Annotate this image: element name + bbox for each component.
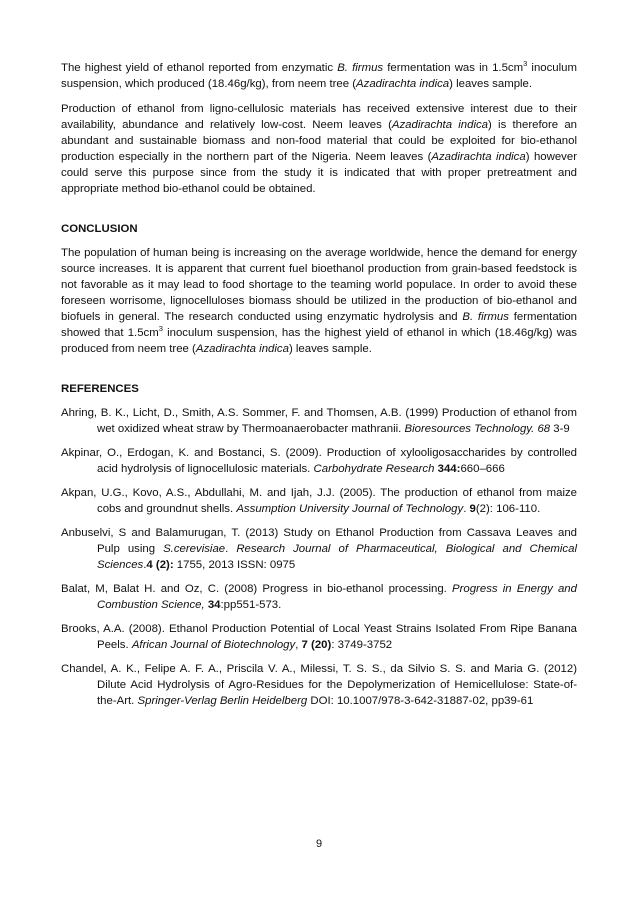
journal-name: Carbohydrate Research <box>313 463 435 475</box>
page-content <box>61 60 577 717</box>
superscript: 3 <box>523 59 528 69</box>
species-name: B. firmus <box>462 311 509 323</box>
volume: 34 <box>207 599 221 611</box>
text-run: Akpinar, O., Erdogan, K. and Bostanci, S. (2009). Production of xylooligosaccharides by controlled acid hydrolysis of lignocellulosic materials. <box>61 447 577 475</box>
publisher-name: Springer-Verlag Berlin Heidelberg <box>137 695 308 707</box>
text-run: ) however could serve this purpose since from the study it is indicated that with proper pretreatment and appropriate method bio-ethanol could be obtained. <box>61 151 577 195</box>
text-run: , <box>295 639 302 651</box>
references-heading: REFERENCES <box>61 383 139 395</box>
text-run: (2): 106-110. <box>475 503 541 515</box>
reference-akpan <box>61 485 577 517</box>
volume: 4 (2): <box>146 559 174 571</box>
reference-akpinar <box>61 445 577 477</box>
text-run: 3-9 <box>550 423 570 435</box>
journal-name: African Journal of Biotechnology <box>131 639 296 651</box>
species-name: Azadirachta indica <box>195 343 289 355</box>
text-run: fermentation was in 1.5cm <box>383 62 524 74</box>
reference-brooks <box>61 621 577 653</box>
text-run: ) is therefore an abundant and sustainable biomass and non-food material that could be exploited for bio-ethanol production especially in the northern part of the Nigeria. Neem leaves ( <box>61 119 578 163</box>
text-run: 660–666 <box>460 463 505 475</box>
text-run: . <box>225 543 237 555</box>
species-name: Azadirachta indica <box>356 78 450 90</box>
journal-name: Assumption University Journal of Technology <box>236 503 464 515</box>
text-run: . <box>463 503 470 515</box>
species-name: B. firmus <box>337 62 384 74</box>
text-run: Chandel, A. K., Felipe A. F. A., Priscila V. A., Milessi, T. S. S., da Silvio S. S. and Maria G. (2012) Dilute Acid Hydrolysis of Agro-Residues for the Depolymerization of Hemicellulose: State-of-the-Art. <box>61 663 577 707</box>
text-run: The highest yield of ethanol reported from enzymatic <box>61 62 338 74</box>
text-run: Akpan, U.G., Kovo, A.S., Abdullahi, M. and Ijah, J.J. (2005). The production of ethanol from maize cobs and groundnut shells. <box>61 487 577 515</box>
species-name: S.cerevisiae <box>163 543 226 555</box>
superscript: 3 <box>158 324 163 334</box>
text-run: Brooks, A.A. (2008). Ethanol Production Potential of Local Yeast Strains Isolated From Ripe Banana Peels. <box>61 623 577 651</box>
text-run: The population of human being is increasing on the average worldwide, hence the demand for energy source increases. It is apparent that current fuel bioethanol production from grain-based feedstock is not favorable as it may lead to food shortage to the teaming world populace. In order to avoid these foreseen worrisome, lignocelluloses biomass should be utilized in the production of bio-ethanol and biofuels in general. The research conducted using enzymatic hydrolysis and <box>61 247 577 323</box>
text-run: Anbuselvi, S and Balamurugan, T. (2013) Study on Ethanol Production from Cassava Leaves and Pulp using <box>61 527 577 555</box>
text-run: 1755, 2013 ISSN: 0975 <box>173 559 296 571</box>
text-run: ) leaves sample. <box>449 78 533 90</box>
volume: 344: <box>437 463 461 475</box>
text-run: Balat, M, Balat H. and Oz, C. (2008) Progress in bio-ethanol processing. <box>61 583 452 595</box>
text-run: inoculum suspension, which produced (18.46g/kg), from neem tree ( <box>61 62 577 90</box>
journal-name: Research Journal of Pharmaceutical, Biological and Chemical Sciences <box>97 543 577 571</box>
text-run: Ahring, B. K., Licht, D., Smith, A.S. Sommer, F. and Thomsen, A.B. (1999) Production of ethanol from wet oxidized wheat straw by Thermoanaerobacter mathranii. <box>61 407 577 435</box>
page-number: 9 <box>315 838 323 850</box>
reference-ahring <box>61 405 577 437</box>
text-run: :pp551-573. <box>220 599 282 611</box>
text-run: inoculum suspension, has the highest yield of ethanol in which (18.46g/kg) was produced from neem tree ( <box>61 327 577 355</box>
paragraph-yield-result <box>61 60 577 92</box>
text-run: fermentation showed that 1.5cm <box>61 311 578 339</box>
text-run: DOI: 10.1007/978-3-642-31887-02, pp39-61 <box>307 695 534 707</box>
species-name: Azadirachta indica <box>391 119 489 131</box>
reference-chandel <box>61 661 577 709</box>
species-name: Azadirachta indica <box>431 151 526 163</box>
volume: 7 (20) <box>301 639 332 651</box>
paragraph-ligno-cellulosic <box>61 101 577 197</box>
journal-name: Bioresources Technology. 68 <box>404 423 551 435</box>
text-run: . <box>143 559 147 571</box>
text-run: ) leaves sample. <box>288 343 372 355</box>
text-run: Production of ethanol from ligno-cellulosic materials has received extensive interest due to their availability, abundance and relatively low-cost. Neem leaves ( <box>61 103 577 131</box>
reference-anbuselvi <box>61 525 577 573</box>
journal-name: Progress in Energy and Combustion Science, <box>97 583 577 611</box>
conclusion-heading: CONCLUSION <box>61 223 138 235</box>
text-run: : 3749-3752 <box>331 639 393 651</box>
conclusion-paragraph <box>61 245 577 357</box>
reference-balat <box>61 581 577 613</box>
volume: 9 <box>469 503 476 515</box>
